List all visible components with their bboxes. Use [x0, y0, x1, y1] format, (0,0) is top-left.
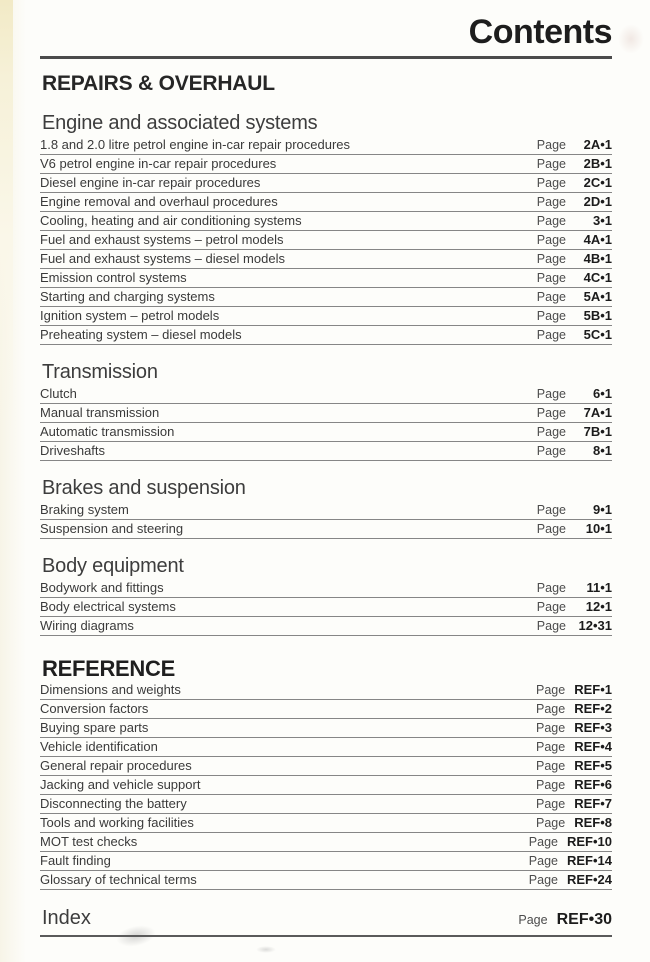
page-ref	[536, 759, 612, 773]
page-ref	[537, 290, 612, 304]
toc-row	[40, 520, 612, 539]
section-brakes	[40, 476, 612, 539]
page-word: Page	[528, 835, 558, 849]
section-heading: Transmission	[42, 361, 158, 383]
toc-row	[40, 719, 612, 738]
toc-row	[40, 155, 612, 174]
page-word: Page	[536, 702, 566, 716]
toc-row	[40, 288, 612, 307]
page-ref	[537, 406, 612, 420]
page-word: Page	[536, 214, 566, 228]
toc-row	[40, 617, 612, 636]
toc-row	[40, 871, 612, 890]
page-number: 5C•1	[583, 327, 612, 342]
toc-entry-label: Automatic transmission	[40, 424, 175, 439]
page-word: Page	[536, 290, 566, 304]
page-number: 3•1	[592, 213, 612, 228]
page-ref	[537, 233, 612, 247]
page-word: Page	[536, 522, 566, 536]
page-ref	[537, 309, 612, 323]
toc-row	[40, 136, 612, 155]
page-number: 4C•1	[583, 270, 612, 285]
toc-row	[40, 501, 612, 520]
toc-entry-label: Engine removal and overhaul procedures	[40, 194, 278, 209]
page-ref	[536, 721, 612, 735]
toc-entry-label: Wiring diagrams	[40, 618, 134, 633]
page-number: REF•3	[574, 720, 612, 735]
page-number: REF•4	[574, 739, 612, 754]
page-ref	[537, 387, 612, 401]
page-word: Page	[536, 387, 566, 401]
toc-entry-label: Cooling, heating and air conditioning systems	[40, 213, 302, 228]
page-ref	[537, 328, 612, 342]
scan-smudge	[618, 24, 644, 54]
toc-entry-label: Vehicle identification	[40, 739, 158, 754]
page-ref	[537, 195, 612, 209]
toc-row	[40, 700, 612, 719]
toc-row	[40, 579, 612, 598]
page-number: 4B•1	[583, 251, 612, 266]
section-heading: Body equipment	[42, 555, 184, 577]
page-ref	[537, 157, 612, 171]
page-word: Page	[536, 176, 566, 190]
toc-row	[40, 174, 612, 193]
page-word: Page	[536, 740, 566, 754]
page-ref	[537, 252, 612, 266]
page-ref	[536, 683, 612, 697]
page-ref	[537, 271, 612, 285]
page-number: 7A•1	[583, 405, 612, 420]
toc-row	[40, 738, 612, 757]
toc-row	[40, 269, 612, 288]
page-ref	[537, 581, 612, 595]
toc-row	[40, 423, 612, 442]
page-word: Page	[536, 619, 566, 633]
page-ref	[537, 214, 612, 228]
page-number: 2B•1	[583, 156, 612, 171]
page-number: 8•1	[592, 443, 612, 458]
toc-entry-label: Clutch	[40, 386, 77, 401]
page-word: Page	[528, 854, 558, 868]
toc-row	[40, 598, 612, 617]
toc-entry-label: Disconnecting the battery	[40, 796, 187, 811]
page-word: Page	[536, 271, 566, 285]
toc-entry-label: Manual transmission	[40, 405, 160, 420]
page-word: Page	[536, 759, 566, 773]
page-number: REF•2	[574, 701, 612, 716]
page-word: Page	[536, 778, 566, 792]
toc-row	[40, 326, 612, 345]
toc-entry-label: V6 petrol engine in-car repair procedures	[40, 156, 277, 171]
toc-row	[40, 852, 612, 871]
page-word: Page	[536, 816, 566, 830]
page-ref	[536, 797, 612, 811]
repairs-overhaul-heading: REPAIRS & OVERHAUL	[42, 72, 275, 95]
toc-entry-label: Conversion factors	[40, 701, 149, 716]
page-word: Page	[536, 406, 566, 420]
page-number: 9•1	[592, 502, 612, 517]
section-heading: Brakes and suspension	[42, 477, 246, 499]
section-heading: Engine and associated systems	[42, 112, 318, 134]
page-number: REF•24	[566, 872, 612, 887]
toc-row	[40, 404, 612, 423]
page-ref	[537, 503, 612, 517]
page-ref	[537, 176, 612, 190]
page-word: Page	[536, 138, 566, 152]
section-body	[40, 554, 612, 636]
page-ref	[529, 854, 612, 868]
toc-entry-label: Braking system	[40, 502, 129, 517]
page-number: REF•10	[566, 834, 612, 849]
page-number: REF•5	[574, 758, 612, 773]
page-word: Page	[536, 425, 566, 439]
page-word: Page	[536, 581, 566, 595]
page-number: 11•1	[586, 580, 612, 595]
page-ref	[537, 619, 612, 633]
page-word: Page	[536, 309, 566, 323]
page-number: REF•6	[574, 777, 612, 792]
page-number: 7B•1	[583, 424, 612, 439]
page-word: Page	[518, 913, 548, 927]
page-number: 12•1	[585, 599, 612, 614]
page-word: Page	[528, 873, 558, 887]
page-ref	[536, 778, 612, 792]
page-word: Page	[536, 328, 566, 342]
page-ref	[536, 702, 612, 716]
toc-row	[40, 212, 612, 231]
page-number: REF•1	[574, 682, 612, 697]
page-ref	[537, 138, 612, 152]
page-ref	[537, 425, 612, 439]
toc-entry-label: Diesel engine in-car repair procedures	[40, 175, 261, 190]
toc-entry-label: Tools and working facilities	[40, 815, 194, 830]
page-word: Page	[536, 797, 566, 811]
toc-row	[40, 795, 612, 814]
toc-row	[40, 307, 612, 326]
page-number: 2A•1	[583, 137, 612, 152]
page-number: 5A•1	[583, 289, 612, 304]
toc-row	[40, 385, 612, 404]
toc-entry-label: Body electrical systems	[40, 599, 176, 614]
toc-row	[40, 757, 612, 776]
page-ref	[518, 911, 612, 929]
header-divider	[40, 56, 612, 59]
toc-entry-label: Ignition system – petrol models	[40, 308, 220, 323]
toc-entry-label: Buying spare parts	[40, 720, 149, 735]
page-ref	[537, 522, 612, 536]
page-ref	[537, 444, 612, 458]
page-title: Contents	[468, 13, 612, 51]
toc-entry-label: Emission control systems	[40, 270, 187, 285]
page-number: REF•14	[566, 853, 612, 868]
page-word: Page	[536, 503, 566, 517]
page-word: Page	[536, 195, 566, 209]
page-word: Page	[536, 721, 566, 735]
toc-entry-label: Fuel and exhaust systems – diesel models	[40, 251, 285, 266]
section-engine	[40, 111, 612, 345]
page-ref	[537, 600, 612, 614]
toc-entry-label: 1.8 and 2.0 litre petrol engine in-car repair procedures	[40, 137, 351, 152]
section-index	[40, 907, 612, 937]
page-ref	[529, 873, 612, 887]
page-word: Page	[536, 444, 566, 458]
toc-row	[40, 814, 612, 833]
toc-row	[40, 442, 612, 461]
toc-entry-label: Starting and charging systems	[40, 289, 215, 304]
toc-row	[40, 681, 612, 700]
toc-entry-label: Fuel and exhaust systems – petrol models	[40, 232, 284, 247]
toc-entry-label: Fault finding	[40, 853, 111, 868]
contents-page	[40, 0, 612, 937]
scan-smudge	[256, 946, 276, 953]
page-number: 4A•1	[583, 232, 612, 247]
toc-row	[40, 250, 612, 269]
page-number: REF•7	[574, 796, 612, 811]
page-number: REF•30	[556, 911, 612, 928]
page-ref	[536, 740, 612, 754]
section-heading: REFERENCE	[42, 656, 175, 681]
page-number: 10•1	[585, 521, 612, 536]
toc-entry-label: Jacking and vehicle support	[40, 777, 201, 792]
toc-entry-label: Dimensions and weights	[40, 682, 181, 697]
page-word: Page	[536, 157, 566, 171]
toc-entry-label: MOT test checks	[40, 834, 138, 849]
toc-entry-label: Bodywork and fittings	[40, 580, 164, 595]
page-number: 2C•1	[583, 175, 612, 190]
toc-entry-label: Glossary of technical terms	[40, 872, 197, 887]
page-word: Page	[536, 683, 566, 697]
toc-entry-label: Driveshafts	[40, 443, 106, 458]
page-word: Page	[536, 600, 566, 614]
page-ref	[529, 835, 612, 849]
index-heading: Index	[42, 907, 91, 929]
toc-row	[40, 776, 612, 795]
section-reference	[40, 657, 612, 890]
page-number: REF•8	[574, 815, 612, 830]
page-ref	[536, 816, 612, 830]
scan-edge-tint	[0, 0, 13, 430]
toc-entry-label: General repair procedures	[40, 758, 192, 773]
page-number: 6•1	[592, 386, 612, 401]
section-transmission	[40, 360, 612, 461]
toc-entry-label: Suspension and steering	[40, 521, 184, 536]
toc-entry-label: Preheating system – diesel models	[40, 327, 242, 342]
toc-row	[40, 231, 612, 250]
toc-row	[40, 193, 612, 212]
page-word: Page	[536, 233, 566, 247]
page-number: 12•31	[578, 618, 612, 633]
index-row	[40, 907, 612, 937]
page-number: 2D•1	[583, 194, 612, 209]
page-number: 5B•1	[583, 308, 612, 323]
page-word: Page	[536, 252, 566, 266]
toc-row	[40, 833, 612, 852]
